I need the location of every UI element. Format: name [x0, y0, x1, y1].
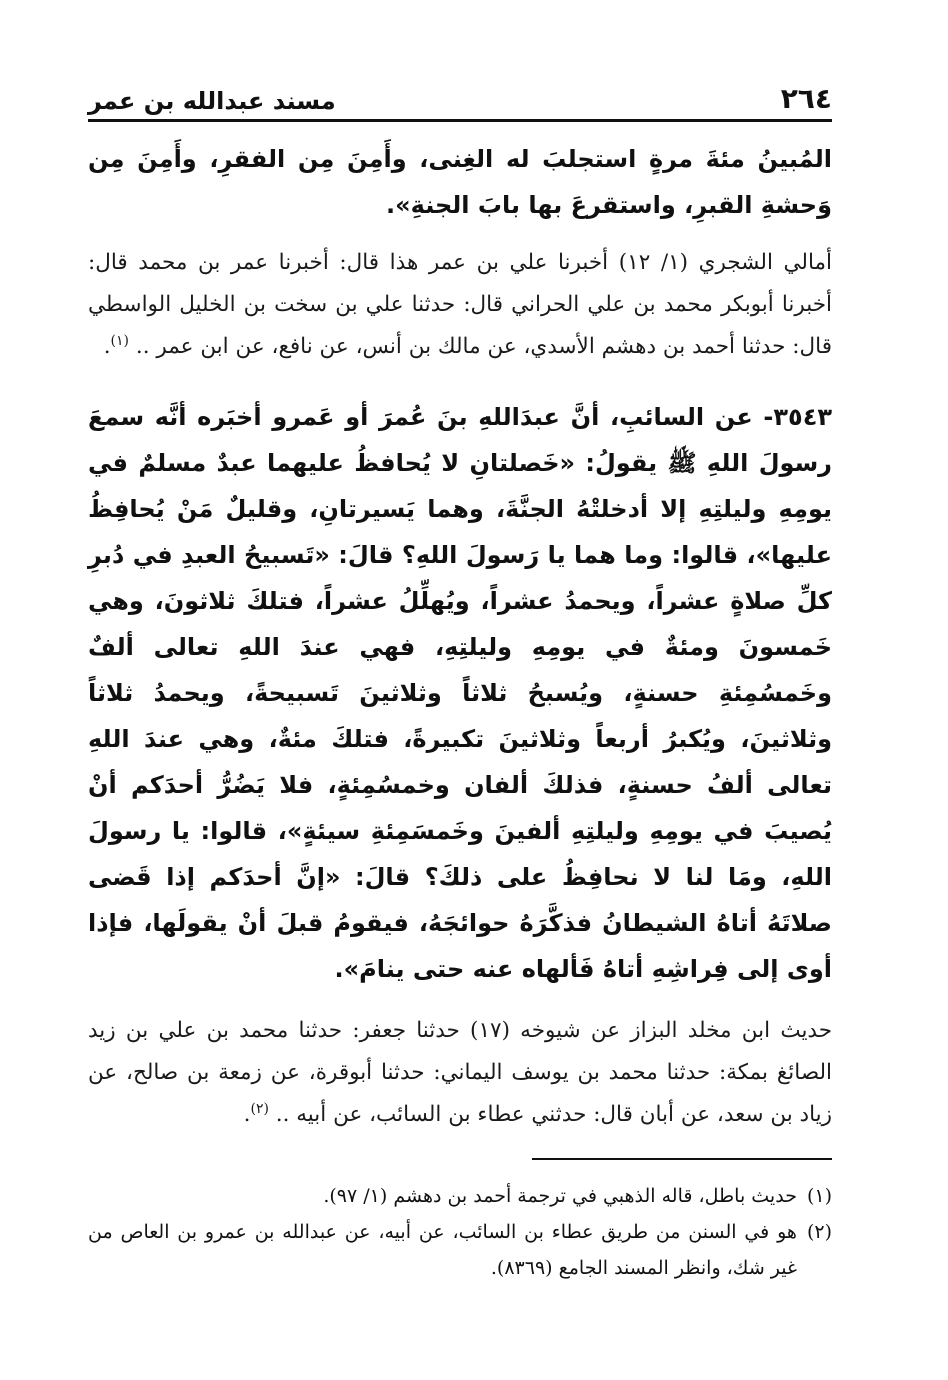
running-header — [88, 78, 832, 122]
footnote-1-number: (١) — [806, 1185, 832, 1207]
hadith-continuation — [88, 136, 832, 228]
footnote-ref-2[interactable]: (٢) — [250, 1100, 269, 1117]
page-number: ٢٦٤ — [780, 82, 832, 115]
hadith-3543-text: ٣٥٤٣- عن السائبِ، أنَّ عبدَاللهِ بنَ عُمرَ أو عَمرو أخبَره أنَّه سمعَ رسولَ اللهِ ﷺ يقولُ: «خَصلتانِ لا يُحافظُ عليهما عبدٌ مسلمٌ في يومِهِ وليلتِهِ إلا أدخلتْهُ الجنَّةَ، وهما يَسيرتانِ، وقليلٌ مَنْ يُحافِظُ عليها»، قالوا: وما هما يا رَسولَ اللهِ؟ قالَ: «تَسبيحُ العبدِ في دُبرِ كلِّ صلاةٍ عشراً، ويحمدُ عشراً، ويُهلِّلُ عشراً، فتلكَ ثلاثونَ، وهي خَمسونَ ومئةٌ في يومِهِ وليلتِهِ، فهي عندَ اللهِ تعالى ألفٌ وخَمسُمِئةِ حسنةٍ، ويُسبحُ ثلاثاً وثلاثينَ تَسبيحةً، ويحمدُ ثلاثاً وثلاثينَ، ويُكبرُ أربعاً وثلاثينَ تكبيرةً، فتلكَ مئةٌ، وهي عندَ اللهِ تعالى ألفُ حسنةٍ، فذلكَ ألفان وخمسُمِئةٍ، فلا يَضُرُّ أحدَكم أنْ يُصيبَ في يومِهِ وليلتِهِ ألفينَ وخَمسَمِئةِ سيئةٍ»، قالوا: يا رسولَ اللهِ، ومَا لنا لا نحافِظُ على ذلكَ؟ قالَ: «إنَّ أحدَكم إذا قَضى صلاتَهُ أتاهُ الشيطانُ فذكَّرَهُ حوائجَهُ، فيقومُ قبلَ أنْ يقولَها، فإذا أوى إلى فِراشِهِ أتاهُ فَألهاه عنه حتى ينامَ». — [88, 403, 832, 983]
source-citation-2-text: حديث ابن مخلد البزاز عن شيوخه (١٧) حدثنا جعفر: حدثنا محمد بن علي بن زيد الصائغ بمكة: حدثنا محمد بن يوسف اليماني: حدثنا أبوقرة، عن زمعة بن صالح، عن زياد بن سعد، عن أبان قال: حدثني عطاء بن السائب، عن أبيه .. — [88, 1018, 833, 1127]
source-citation-1: أمالي الشجري (١/ ١٢) أخبرنا علي بن عمر هذا قال: أخبرنا عمر بن محمد قال: أخبرنا أبوبكر محمد بن علي الحراني قال: حدثنا علي بن سخت بن الخليل الواسطي قال: حدثنا أحمد بن دهشم الأسدي، عن مالك بن أنس، عن نافع، عن ابن عمر .. $^{(١)}$. — [88, 250, 833, 359]
source-citation-2: حديث ابن مخلد البزاز عن شيوخه (١٧) حدثنا جعفر: حدثنا محمد بن علي بن زيد الصائغ بمكة: حدثنا محمد بن يوسف اليماني: حدثنا أبوقرة، عن زمعة بن صالح، عن زياد بن سعد، عن أبان قال: حدثني عطاء بن السائب، عن أبيه .. $^{(٢)}$. — [88, 1018, 833, 1127]
running-title: مسند عبدالله بن عمر — [88, 87, 336, 115]
footnote-2-text: هو في السنن من طريق عطاء بن السائب، عن أبيه، عن عبدالله بن عمرو بن العاص من غير شك، وانظر المسند الجامع (٨٣٦٩). — [88, 1221, 797, 1279]
book-page — [88, 78, 832, 1286]
footnote-divider — [532, 1158, 832, 1160]
footnote-1-text: حديث باطل، قاله الذهبي في ترجمة أحمد بن دهشم (١/ ٩٧). — [323, 1185, 797, 1207]
footnote-ref-1[interactable]: (١) — [110, 332, 130, 349]
footnote-2 — [88, 1214, 832, 1286]
source-citation-1-text: أمالي الشجري (١/ ١٢) أخبرنا علي بن عمر هذا قال: أخبرنا عمر بن محمد قال: أخبرنا أبوبكر محمد بن علي الحراني قال: حدثنا علي بن سخت بن الخليل الواسطي قال: حدثنا أحمد بن دهشم الأسدي، عن مالك بن أنس، عن نافع، عن ابن عمر .. — [88, 250, 833, 359]
footnote-2-number: (٢) — [806, 1221, 832, 1243]
hadith-continuation-text: المُبينُ مئةَ مرةٍ استجلبَ له الغِنى، وأَمِنَ مِن الفقرِ، وأَمِنَ مِن وَحشةِ القبرِ، واستقرعَ بها بابَ الجنةِ». — [88, 145, 832, 219]
footnote-1 — [88, 1178, 832, 1214]
hadith-3543 — [88, 394, 832, 992]
footnotes — [88, 1178, 832, 1286]
